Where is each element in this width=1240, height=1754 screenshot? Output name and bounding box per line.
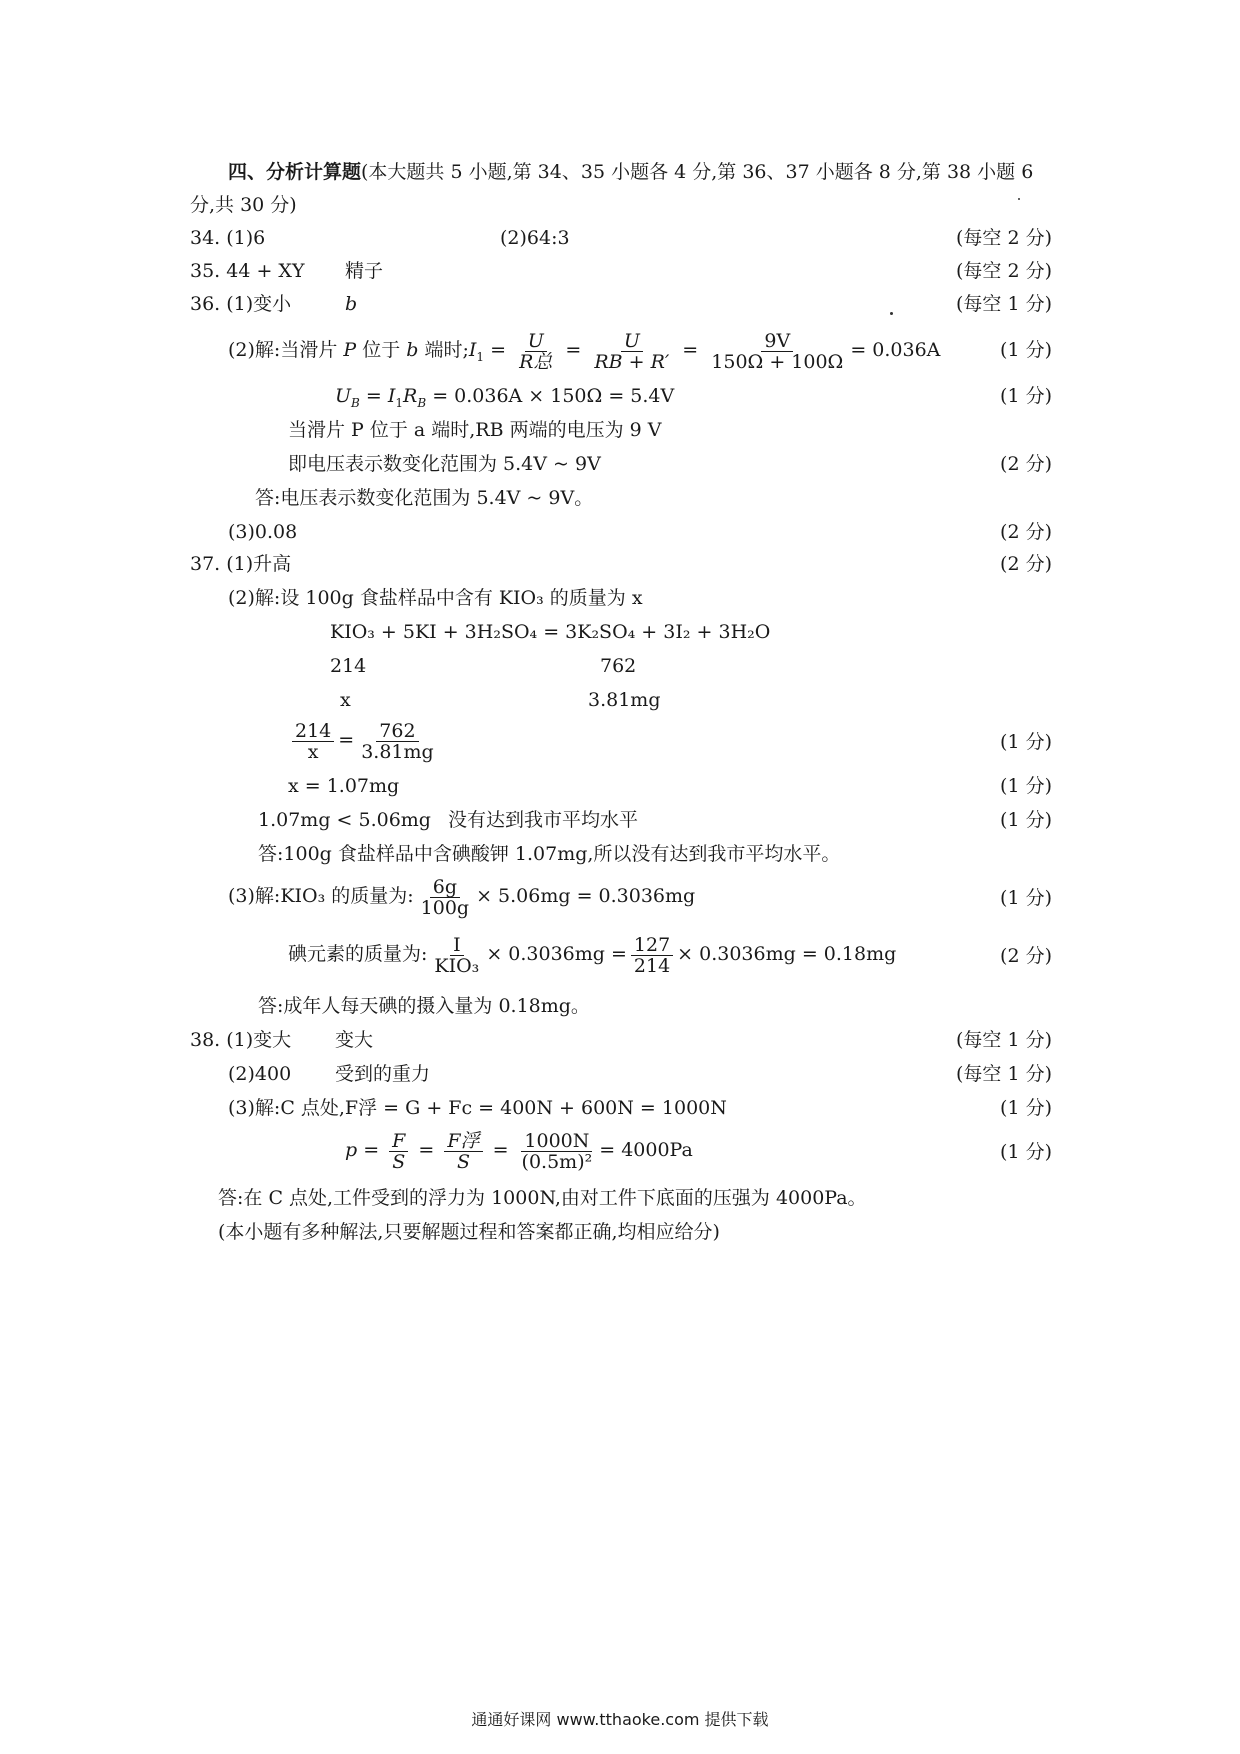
q38-part2-score: (每空 1 分) (956, 1063, 1052, 1085)
q36-p2-equation: (2)解:当滑片 P 位于 b 端时$;I_1$ = $\frac{U}{\text{R总}}$ = $\frac{U}{RB + R'}$ = $\frac{9V}{150\Omega + 100\Omega}$ = 0.036A (228, 329, 941, 373)
fraction-u-rsum: $\frac{U}{RB + R'}$ (594, 329, 670, 373)
q37-iodine-score: (2 分) (1000, 945, 1052, 967)
q37-m2: 762 (600, 655, 637, 677)
q38-p3-score: (1 分) (1000, 1097, 1052, 1119)
q38-p3-line: (3)解:C 点处,F浮 = G + Fc = 400N + 600N = 1000N (228, 1097, 727, 1119)
q38-part2: (2)400 (228, 1063, 292, 1085)
q37-p3-score: (1 分) (1000, 887, 1052, 909)
q37-iodine: 碘元素的质量为: $\frac{I}{\text{KIO₃}}$ × 0.3036mg = $\frac{127}{214}$ × 0.3036mg = 0.18mg (288, 933, 897, 977)
q36-part1-score: (每空 1 分) (956, 293, 1052, 315)
q34-score: (每空 2 分) (956, 227, 1052, 249)
scan-speck (890, 312, 893, 315)
fraction-6g-100g: $\frac{6g}{100g}$ (420, 875, 470, 919)
q37-answer3: 答:成年人每天碘的摄入量为 0.18mg。 (258, 995, 590, 1017)
fraction-214-x: $\frac{214}{x}$ (292, 721, 334, 762)
q37-mass2: 3.81mg (588, 689, 661, 711)
q37-p2-set: (2)解:设 100g 食盐样品中含有 KIO₃ 的质量为 x (228, 587, 643, 609)
q38-part1-score: (每空 1 分) (956, 1029, 1052, 1051)
q37-compare-text: 没有达到我市平均水平 (448, 809, 639, 831)
q38-note: (本小题有多种解法,只要解题过程和答案都正确,均相应给分) (218, 1221, 720, 1243)
q37-x-label: x (340, 689, 351, 711)
q37-m1: 214 (330, 655, 367, 677)
footer-watermark: 通通好课网 www.tthaoke.com 提供下载 (471, 1710, 769, 1729)
fraction-ffu-s: $\frac{\text{F浮}}{S}$ (444, 1131, 482, 1172)
q37-x-score: (1 分) (1000, 775, 1052, 797)
q36-a-line: 当滑片 P 位于 a 端时,RB 两端的电压为 9 V (288, 419, 662, 441)
fraction-762-381: $\frac{762}{3.81mg}$ (361, 719, 434, 763)
q36-answer: 答:电压表示数变化范围为 5.4V ~ 9V。 (255, 487, 594, 509)
q36-ub-score: (1 分) (1000, 385, 1052, 407)
q37-ratio-score: (1 分) (1000, 731, 1052, 753)
q36-p2-score: (1 分) (1000, 339, 1052, 361)
q37-x-result: x = 1.07mg (288, 775, 400, 797)
q37-compare-score: (1 分) (1000, 809, 1052, 831)
q36-range-score: (2 分) (1000, 453, 1052, 475)
q36-part1b: b (345, 293, 358, 315)
q35-score: (每空 2 分) (956, 260, 1052, 282)
q34-part1: 34. (1)6 (190, 227, 266, 249)
fraction-i-kio3: $\frac{I}{\text{KIO₃}}$ (434, 933, 480, 977)
q36-range-line: 即电压表示数变化范围为 5.4V ~ 9V (288, 453, 601, 475)
q37-answer: 答:100g 食盐样品中含碘酸钾 1.07mg,所以没有达到我市平均水平。 (258, 843, 841, 865)
q36-part1: 36. (1)变小 (190, 293, 292, 315)
fraction-9v: $\frac{9V}{150\Omega + 100\Omega}$ (711, 329, 844, 373)
q38-p-score: (1 分) (1000, 1141, 1052, 1163)
scan-speck (1018, 198, 1020, 200)
q34-part2: (2)64:3 (500, 227, 570, 249)
fraction-1000n: $\frac{1000N}{\text{(0.5m)²}}$ (521, 1129, 593, 1173)
q36-part3-score: (2 分) (1000, 521, 1052, 543)
section-note: (本大题共 5 小题,第 34、35 小题各 4 分,第 36、37 小题各 8 分,第 38 小题 6 (361, 161, 1034, 183)
fraction-127-214: $\frac{127}{214}$ (631, 935, 673, 976)
q36-part3: (3)0.08 (228, 521, 298, 543)
q38-part1b: 变大 (335, 1029, 374, 1051)
q38-part2b: 受到的重力 (335, 1063, 431, 1085)
q38-answer: 答:在 C 点处,工件受到的浮力为 1000N,由对工件下底面的压强为 4000Pa。 (218, 1187, 867, 1209)
q36-ub-line: $U_B = I_1R_B = 0.036A \times 150\Omega = 5.4V$ (335, 385, 675, 410)
fraction-u-rtotal: $\frac{U}{\text{R总}}$ (519, 329, 553, 373)
q38-part1: 38. (1)变大 (190, 1029, 292, 1051)
q37-ratio: $\frac{214}{x}$ = $\frac{762}{3.81mg}$ (288, 718, 441, 762)
fraction-f-s: $\frac{F}{S}$ (389, 1131, 408, 1172)
q38-pressure: p = $\frac{F}{S}$ = $\frac{\text{F浮}}{S}$ = $\frac{1000N}{\text{(0.5m)²}}$ = 4000Pa (345, 1129, 693, 1173)
section-title: 四、分析计算题 (228, 161, 362, 183)
q37-compare: 1.07mg < 5.06mg (258, 809, 431, 831)
q37-part1-score: (2 分) (1000, 553, 1052, 575)
q37-p3: (3)解:KIO₃ 的质量为: $\frac{6g}{100g}$ × 5.06mg = 0.3036mg (228, 875, 696, 919)
q37-part1: 37. (1)升高 (190, 553, 292, 575)
q37-equation: KIO₃ + 5KI + 3H₂SO₄ = 3K₂SO₄ + 3I₂ + 3H₂O (330, 621, 771, 643)
q35-answer: 35. 44 + XY (190, 260, 305, 282)
q35-answer2: 精子 (345, 260, 384, 282)
section-header (228, 160, 1033, 184)
section-note-cont: 分,共 30 分) (190, 194, 297, 216)
